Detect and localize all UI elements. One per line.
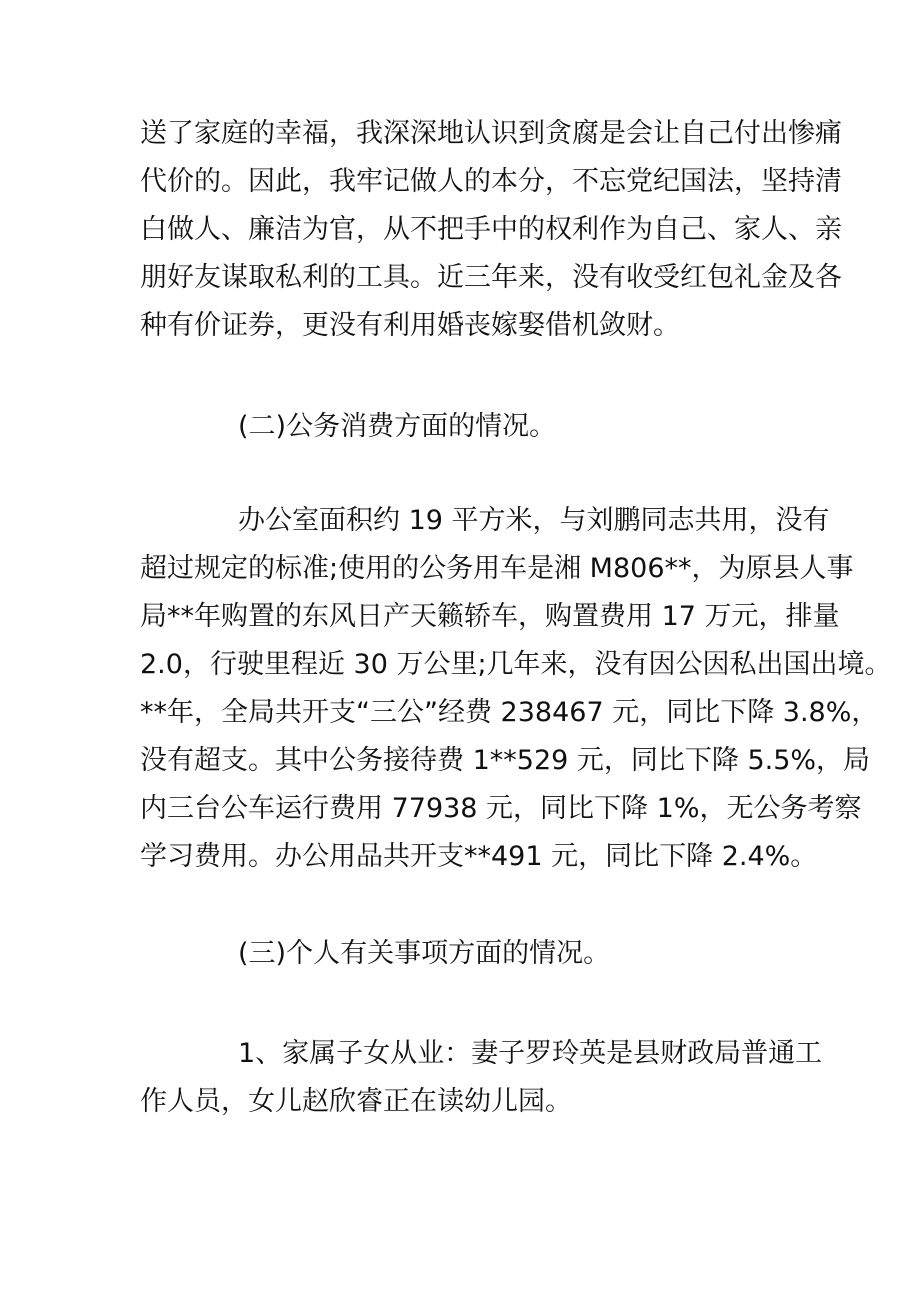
paragraph-integrity [140,110,842,350]
text-line: 送了家庭的幸福，我深深地认识到贪腐是会让自己付出惨痛 [140,118,842,149]
text-line: 超过规定的标准;使用的公务用车是湘 M806**，为原县人事 [140,553,854,584]
section-heading-2 [140,403,790,451]
text-line: 种有价证券，更没有利用婚丧嫁娶借机敛财。 [140,310,680,341]
text-line: 局**年购置的东风日产天籁轿车，购置费用 17 万元，排量 [140,601,840,632]
text-line: 没有超支。其中公务接待费 1**529 元，同比下降 5.5%，局 [140,745,871,776]
paragraph-family-employment [140,1030,823,1126]
text-line: 办公室面积约 19 平方米，与刘鹏同志共用，没有 [238,505,830,536]
heading-text: (三)个人有关事项方面的情况。 [238,938,611,969]
text-line: 1、家属子女从业：妻子罗玲英是县财政局普通工 [238,1038,823,1069]
text-line: 2.0，行驶里程近 30 万公里;几年来，没有因公因私出国出境。 [140,649,892,680]
text-line: 学习费用。办公用品共开支**491 元，同比下降 2.4%。 [140,841,818,872]
text-line: 白做人、廉洁为官，从不把手中的权利作为自己、家人、亲 [140,214,842,245]
paragraph-official-consumption [140,497,892,881]
section-heading-3 [140,930,790,978]
text-line: 作人员，女儿赵欣睿正在读幼儿园。 [140,1086,572,1117]
text-line: **年，全局共开支“三公”经费 238467 元，同比下降 3.8%， [140,697,879,728]
text-line: 代价的。因此，我牢记做人的本分，不忘党纪国法，坚持清 [140,166,842,197]
heading-text: (二)公务消费方面的情况。 [238,411,557,442]
text-line: 内三台公车运行费用 77938 元，同比下降 1%，无公务考察 [140,793,862,824]
text-line: 朋好友谋取私利的工具。近三年来，没有收受红包礼金及各 [140,262,842,293]
